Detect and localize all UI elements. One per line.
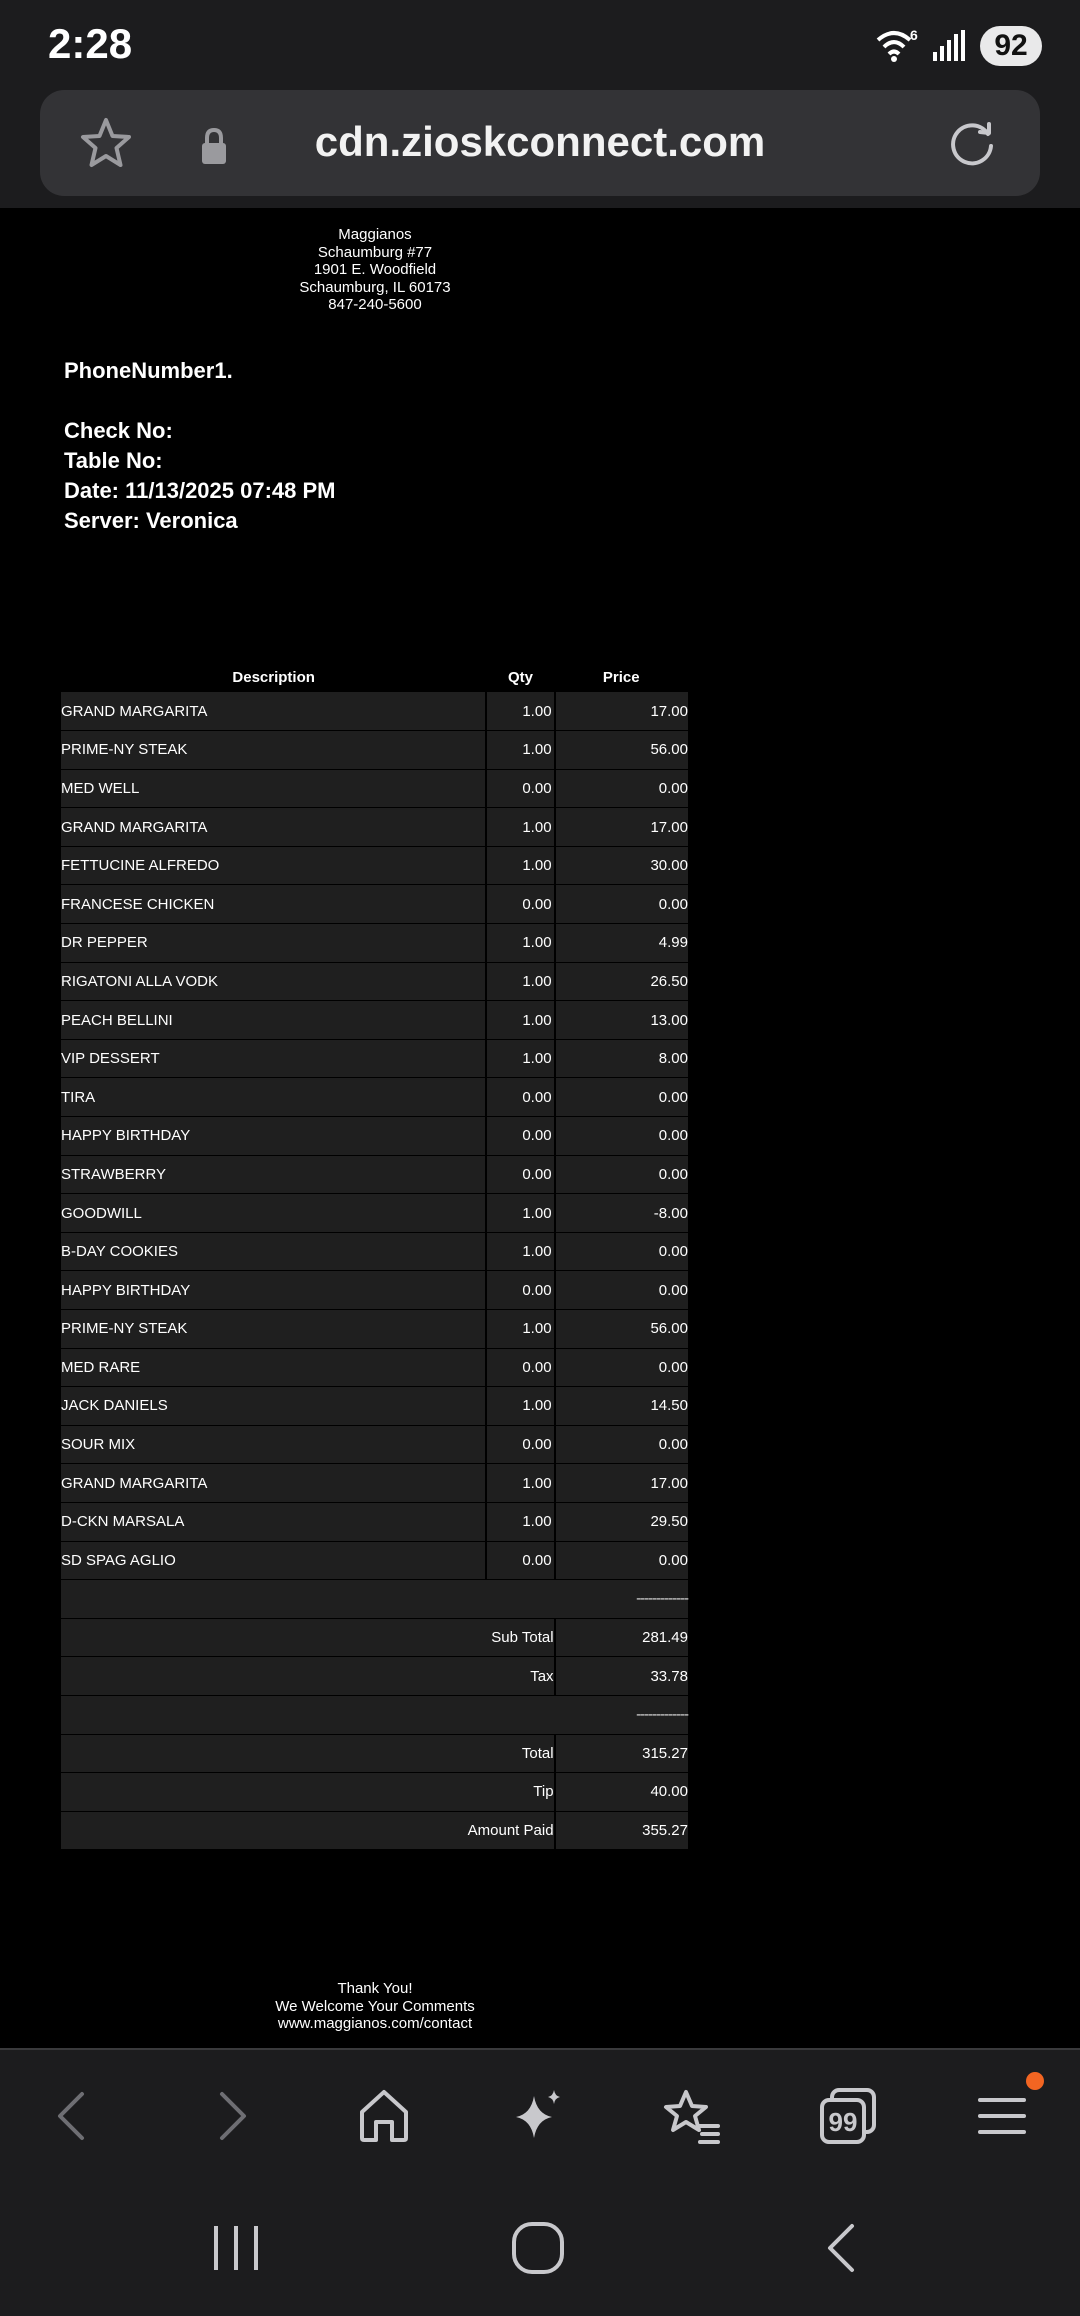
item-description: RIGATONI ALLA VODK xyxy=(61,962,486,1001)
table-row xyxy=(61,1194,688,1233)
item-description: FRANCESE CHICKEN xyxy=(61,885,486,924)
reload-icon[interactable] xyxy=(944,116,1000,172)
item-qty: 0.00 xyxy=(486,769,554,808)
item-price: 17.00 xyxy=(555,808,688,847)
table-row xyxy=(61,731,688,770)
item-qty: 1.00 xyxy=(486,1464,554,1503)
item-price: 8.00 xyxy=(555,1039,688,1078)
back-icon[interactable] xyxy=(42,2084,106,2148)
table-row xyxy=(61,962,688,1001)
receipt-footer xyxy=(250,1980,500,2033)
tax-value: 33.78 xyxy=(555,1657,688,1696)
item-price: 17.00 xyxy=(555,692,688,731)
check-date: Date: 11/13/2025 07:48 PM xyxy=(64,478,336,503)
forward-icon[interactable] xyxy=(198,2084,262,2148)
tip-value: 40.00 xyxy=(555,1773,688,1812)
contact-url: www.maggianos.com/contact xyxy=(277,2015,473,2032)
item-price: 0.00 xyxy=(555,769,688,808)
item-qty: 0.00 xyxy=(486,1117,554,1156)
item-description: SOUR MIX xyxy=(61,1425,486,1464)
bookmarks-icon[interactable] xyxy=(660,2084,724,2148)
tip-row xyxy=(61,1773,688,1812)
subtotal-value: 281.49 xyxy=(555,1618,688,1657)
item-description: SD SPAG AGLIO xyxy=(61,1541,486,1580)
table-row xyxy=(61,769,688,808)
column-qty: Qty xyxy=(486,662,554,692)
item-qty: 1.00 xyxy=(486,846,554,885)
totals-section xyxy=(61,1580,688,1850)
item-price: 0.00 xyxy=(555,1155,688,1194)
store-header xyxy=(250,226,500,314)
amount-paid-row xyxy=(61,1811,688,1850)
subtotal-row xyxy=(61,1618,688,1657)
item-description: HAPPY BIRTHDAY xyxy=(61,1117,486,1156)
item-rows xyxy=(61,692,688,1580)
item-description: HAPPY BIRTHDAY xyxy=(61,1271,486,1310)
item-qty: 1.00 xyxy=(486,1387,554,1426)
table-header xyxy=(61,662,688,692)
items-table xyxy=(61,662,688,1850)
item-description: D-CKN MARSALA xyxy=(61,1502,486,1541)
item-qty: 1.00 xyxy=(486,1232,554,1271)
server-name: Server: Veronica xyxy=(64,508,238,533)
sparkle-icon[interactable] xyxy=(506,2084,570,2148)
item-price: 0.00 xyxy=(555,1117,688,1156)
thank-you-text: Thank You! xyxy=(337,1980,413,1997)
total-label: Total xyxy=(61,1734,555,1773)
item-qty: 1.00 xyxy=(486,1194,554,1233)
phone-number: PhoneNumber1. xyxy=(64,358,233,383)
item-qty: 0.00 xyxy=(486,1425,554,1464)
table-row xyxy=(61,1001,688,1040)
item-description: PEACH BELLINI xyxy=(61,1001,486,1040)
item-qty: 1.00 xyxy=(486,692,554,731)
item-description: FETTUCINE ALFREDO xyxy=(61,846,486,885)
recents-icon[interactable] xyxy=(206,2218,266,2278)
item-qty: 0.00 xyxy=(486,1348,554,1387)
notification-dot xyxy=(1026,2072,1044,2090)
url-text[interactable]: cdn.zioskconnect.com xyxy=(314,118,766,165)
item-price: -8.00 xyxy=(555,1194,688,1233)
table-row xyxy=(61,1078,688,1117)
total-row xyxy=(61,1734,688,1773)
item-price: 17.00 xyxy=(555,1464,688,1503)
item-description: DR PEPPER xyxy=(61,924,486,963)
table-row xyxy=(61,1464,688,1503)
status-bar xyxy=(0,0,1080,88)
column-description: Description xyxy=(61,662,486,692)
item-price: 56.00 xyxy=(555,731,688,770)
signal-icon xyxy=(932,30,966,62)
item-price: 0.00 xyxy=(555,1271,688,1310)
item-price: 29.50 xyxy=(555,1502,688,1541)
item-qty: 0.00 xyxy=(486,1155,554,1194)
status-time: 2:28 xyxy=(48,20,133,67)
item-qty: 0.00 xyxy=(486,1078,554,1117)
item-qty: 0.00 xyxy=(486,885,554,924)
item-description: MED RARE xyxy=(61,1348,486,1387)
total-value: 315.27 xyxy=(555,1734,688,1773)
item-qty: 1.00 xyxy=(486,1039,554,1078)
table-row xyxy=(61,1541,688,1580)
item-price: 56.00 xyxy=(555,1310,688,1349)
subtotal-label: Sub Total xyxy=(61,1618,555,1657)
item-qty: 0.00 xyxy=(486,1271,554,1310)
item-price: 0.00 xyxy=(555,1425,688,1464)
item-description: GOODWILL xyxy=(61,1194,486,1233)
tabs-icon[interactable] xyxy=(816,2084,880,2148)
item-price: 0.00 xyxy=(555,1348,688,1387)
comments-text: We Welcome Your Comments xyxy=(275,1997,475,2015)
table-row xyxy=(61,1310,688,1349)
item-price: 0.00 xyxy=(555,1078,688,1117)
browser-toolbar xyxy=(0,88,1080,208)
separator-row xyxy=(61,1580,688,1619)
menu-icon[interactable] xyxy=(970,2084,1034,2148)
amount-paid-label: Amount Paid xyxy=(61,1811,555,1850)
tabs-count: 99 xyxy=(828,2107,858,2137)
url-bar[interactable] xyxy=(40,90,1040,196)
system-nav-bar xyxy=(0,2180,1080,2316)
item-description: B-DAY COOKIES xyxy=(61,1232,486,1271)
separator: ------------- xyxy=(555,1580,688,1619)
separator-row xyxy=(61,1695,688,1734)
wifi-icon xyxy=(874,28,918,64)
store-name: Maggianos xyxy=(338,226,412,243)
table-row xyxy=(61,1425,688,1464)
table-number: Table No: xyxy=(64,448,163,473)
item-description: VIP DESSERT xyxy=(61,1039,486,1078)
item-description: PRIME-NY STEAK xyxy=(61,1310,486,1349)
item-qty: 1.00 xyxy=(486,808,554,847)
battery-indicator: 92 xyxy=(980,26,1042,66)
separator: ------------- xyxy=(555,1695,688,1734)
table-row xyxy=(61,1155,688,1194)
item-price: 26.50 xyxy=(555,962,688,1001)
item-description: GRAND MARGARITA xyxy=(61,1464,486,1503)
item-qty: 1.00 xyxy=(486,962,554,1001)
item-description: TIRA xyxy=(61,1078,486,1117)
item-qty: 1.00 xyxy=(486,1502,554,1541)
item-qty: 1.00 xyxy=(486,1001,554,1040)
item-description: GRAND MARGARITA xyxy=(61,692,486,731)
tax-label: Tax xyxy=(61,1657,555,1696)
item-price: 0.00 xyxy=(555,1232,688,1271)
receipt-page xyxy=(0,210,1080,2048)
column-price: Price xyxy=(555,662,688,692)
check-number: Check No: xyxy=(64,418,173,443)
table-row xyxy=(61,1502,688,1541)
item-price: 0.00 xyxy=(555,885,688,924)
item-price: 30.00 xyxy=(555,846,688,885)
browser-nav-bar xyxy=(0,2048,1080,2180)
check-info xyxy=(64,356,402,566)
back-arrow-icon[interactable] xyxy=(812,2218,872,2278)
table-row xyxy=(61,1039,688,1078)
table-row xyxy=(61,924,688,963)
store-phone: 847-240-5600 xyxy=(328,296,422,313)
amount-paid-value: 355.27 xyxy=(555,1811,688,1850)
table-row xyxy=(61,1387,688,1426)
table-row xyxy=(61,808,688,847)
home-icon[interactable] xyxy=(352,2084,416,2148)
item-qty: 1.00 xyxy=(486,924,554,963)
item-description: GRAND MARGARITA xyxy=(61,808,486,847)
item-price: 14.50 xyxy=(555,1387,688,1426)
item-price: 13.00 xyxy=(555,1001,688,1040)
home-circle-icon[interactable] xyxy=(508,2218,568,2278)
item-description: JACK DANIELS xyxy=(61,1387,486,1426)
table-row xyxy=(61,1117,688,1156)
item-price: 4.99 xyxy=(555,924,688,963)
table-row xyxy=(61,846,688,885)
item-description: PRIME-NY STEAK xyxy=(61,731,486,770)
table-row xyxy=(61,885,688,924)
item-qty: 1.00 xyxy=(486,731,554,770)
table-row xyxy=(61,1348,688,1387)
item-qty: 1.00 xyxy=(486,1310,554,1349)
tip-label: Tip xyxy=(61,1773,555,1812)
store-city: Schaumburg, IL 60173 xyxy=(299,278,451,296)
item-qty: 0.00 xyxy=(486,1541,554,1580)
store-branch: Schaumburg #77 xyxy=(317,243,433,261)
store-address: 1901 E. Woodfield xyxy=(313,261,437,278)
tax-row xyxy=(61,1657,688,1696)
table-row xyxy=(61,692,688,731)
item-description: MED WELL xyxy=(61,769,486,808)
item-description: STRAWBERRY xyxy=(61,1155,486,1194)
item-price: 0.00 xyxy=(555,1541,688,1580)
wifi-label: 6 xyxy=(910,28,918,43)
table-row xyxy=(61,1271,688,1310)
table-row xyxy=(61,1232,688,1271)
status-icons xyxy=(874,24,1042,68)
